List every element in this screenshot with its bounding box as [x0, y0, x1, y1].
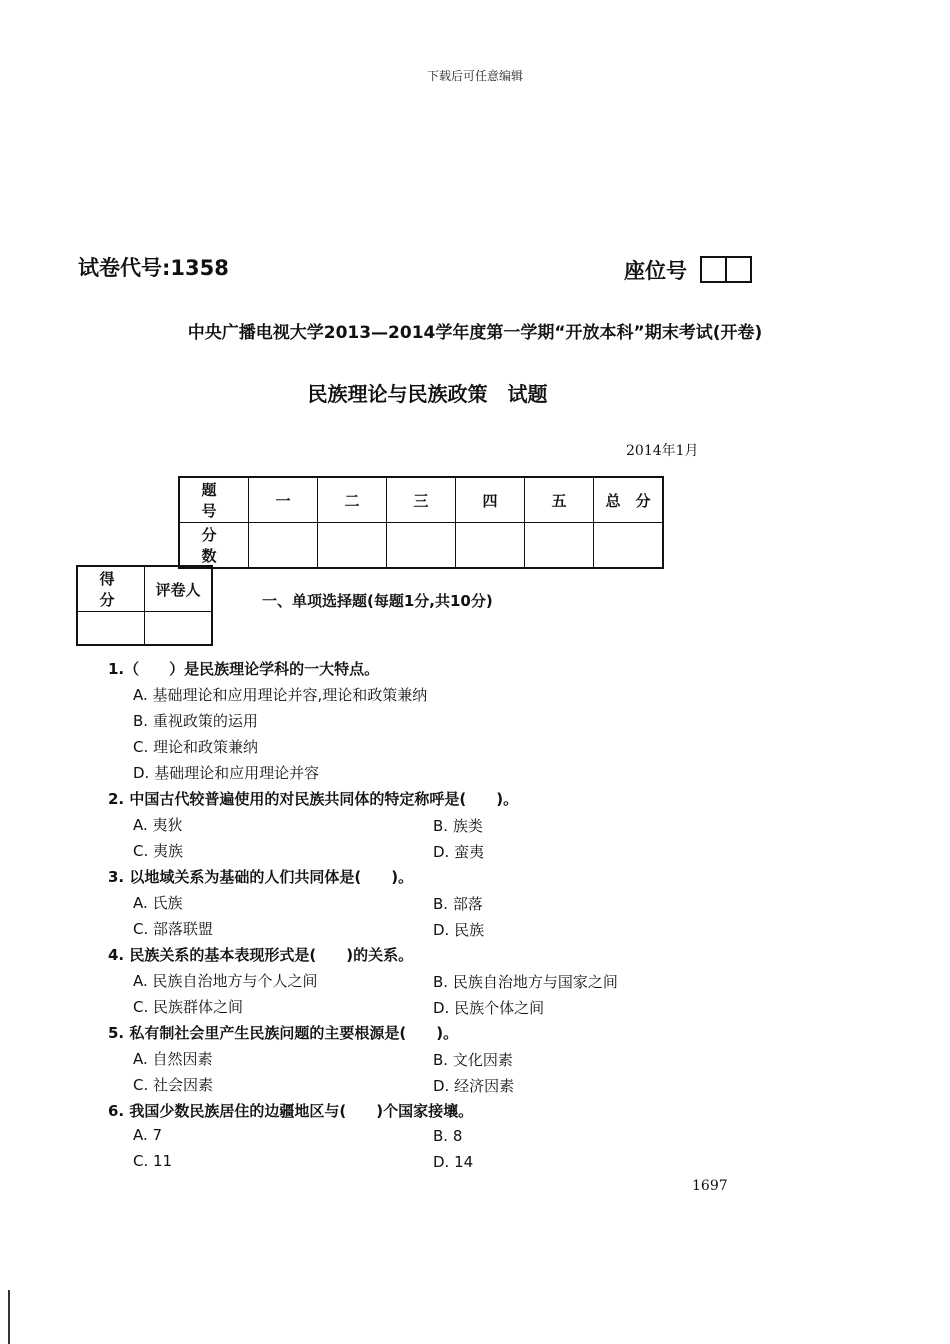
score-cell[interactable] — [594, 523, 664, 569]
seat-number-boxes — [700, 256, 752, 283]
paper-code: 试卷代号:1358 — [78, 256, 229, 280]
score-table-column: 二 — [318, 477, 387, 523]
option: C. 部落联盟 — [133, 920, 214, 938]
option: A. 自然因素 — [133, 1050, 213, 1068]
option: B. 8 — [433, 1127, 463, 1145]
option: D. 蛮夷 — [433, 843, 485, 861]
option: B. 民族自治地方与国家之间 — [433, 973, 618, 991]
option: D. 民族个体之间 — [433, 999, 545, 1017]
question-stem: 6. 我国少数民族居住的边疆地区与( )个国家接壤。 — [108, 1102, 474, 1120]
grader-label: 评卷人 — [145, 566, 213, 612]
option: D. 经济因素 — [433, 1077, 515, 1095]
option: A. 夷狄 — [133, 816, 183, 834]
option: B. 族类 — [433, 817, 483, 835]
question-stem: 5. 私有制社会里产生民族问题的主要根源是( )。 — [108, 1024, 459, 1042]
option: B. 文化因素 — [433, 1051, 513, 1069]
exam-date: 2014年1月 — [626, 443, 699, 459]
exam-title: 中央广播电视大学2013—2014学年度第一学期“开放本科”期末考试(开卷) — [187, 323, 763, 343]
grader-score-label: 得 分 — [77, 566, 145, 612]
score-table-header-label: 题 号 — [179, 477, 249, 523]
option: A. 民族自治地方与个人之间 — [133, 972, 318, 990]
scan-edge-line — [8, 1290, 10, 1344]
score-cell[interactable] — [249, 523, 318, 569]
score-table-column: 五 — [525, 477, 594, 523]
option: C. 夷族 — [133, 842, 184, 860]
subject-title: 民族理论与民族政策 试题 — [307, 382, 548, 406]
seat-label: 座位号 — [624, 259, 687, 283]
option: A. 7 — [133, 1126, 163, 1144]
question-stem: 4. 民族关系的基本表现形式是( )的关系。 — [108, 946, 414, 964]
seat-box — [700, 256, 727, 283]
question-stem: 1.（ ）是民族理论学科的一大特点。 — [108, 660, 380, 678]
page-number: 1697 — [692, 1178, 728, 1194]
option: D. 14 — [433, 1153, 474, 1171]
option: C. 11 — [133, 1152, 173, 1170]
score-cell[interactable] — [456, 523, 525, 569]
seat-box — [727, 256, 752, 283]
option: D. 民族 — [433, 921, 485, 939]
section-title: 一、单项选择题(每题1分,共10分) — [262, 592, 493, 610]
score-table-row-label: 分 数 — [179, 523, 249, 569]
score-table-header-row — [179, 477, 663, 523]
question-stem: 3. 以地域关系为基础的人们共同体是( )。 — [108, 868, 414, 886]
grader-table — [76, 565, 213, 646]
score-cell[interactable] — [387, 523, 456, 569]
option: B. 部落 — [433, 895, 483, 913]
grader-name-cell[interactable] — [145, 612, 213, 646]
option: C. 社会因素 — [133, 1076, 214, 1094]
score-table-column: 四 — [456, 477, 525, 523]
grader-score-cell[interactable] — [77, 612, 145, 646]
score-cell[interactable] — [318, 523, 387, 569]
score-table — [178, 476, 664, 569]
header-note: 下载后可任意编辑 — [426, 69, 523, 83]
option: A. 氏族 — [133, 894, 183, 912]
option: D. 基础理论和应用理论并容 — [133, 764, 320, 782]
question-stem: 2. 中国古代较普遍使用的对民族共同体的特定称呼是( )。 — [108, 790, 519, 808]
score-table-column: 三 — [387, 477, 456, 523]
option: C. 理论和政策兼纳 — [133, 738, 259, 756]
option: C. 民族群体之间 — [133, 998, 244, 1016]
score-cell[interactable] — [525, 523, 594, 569]
score-table-score-row — [179, 523, 663, 569]
option: A. 基础理论和应用理论并容,理论和政策兼纳 — [133, 686, 428, 704]
score-table-column: 一 — [249, 477, 318, 523]
score-table-column: 总 分 — [594, 477, 664, 523]
option: B. 重视政策的运用 — [133, 712, 258, 730]
